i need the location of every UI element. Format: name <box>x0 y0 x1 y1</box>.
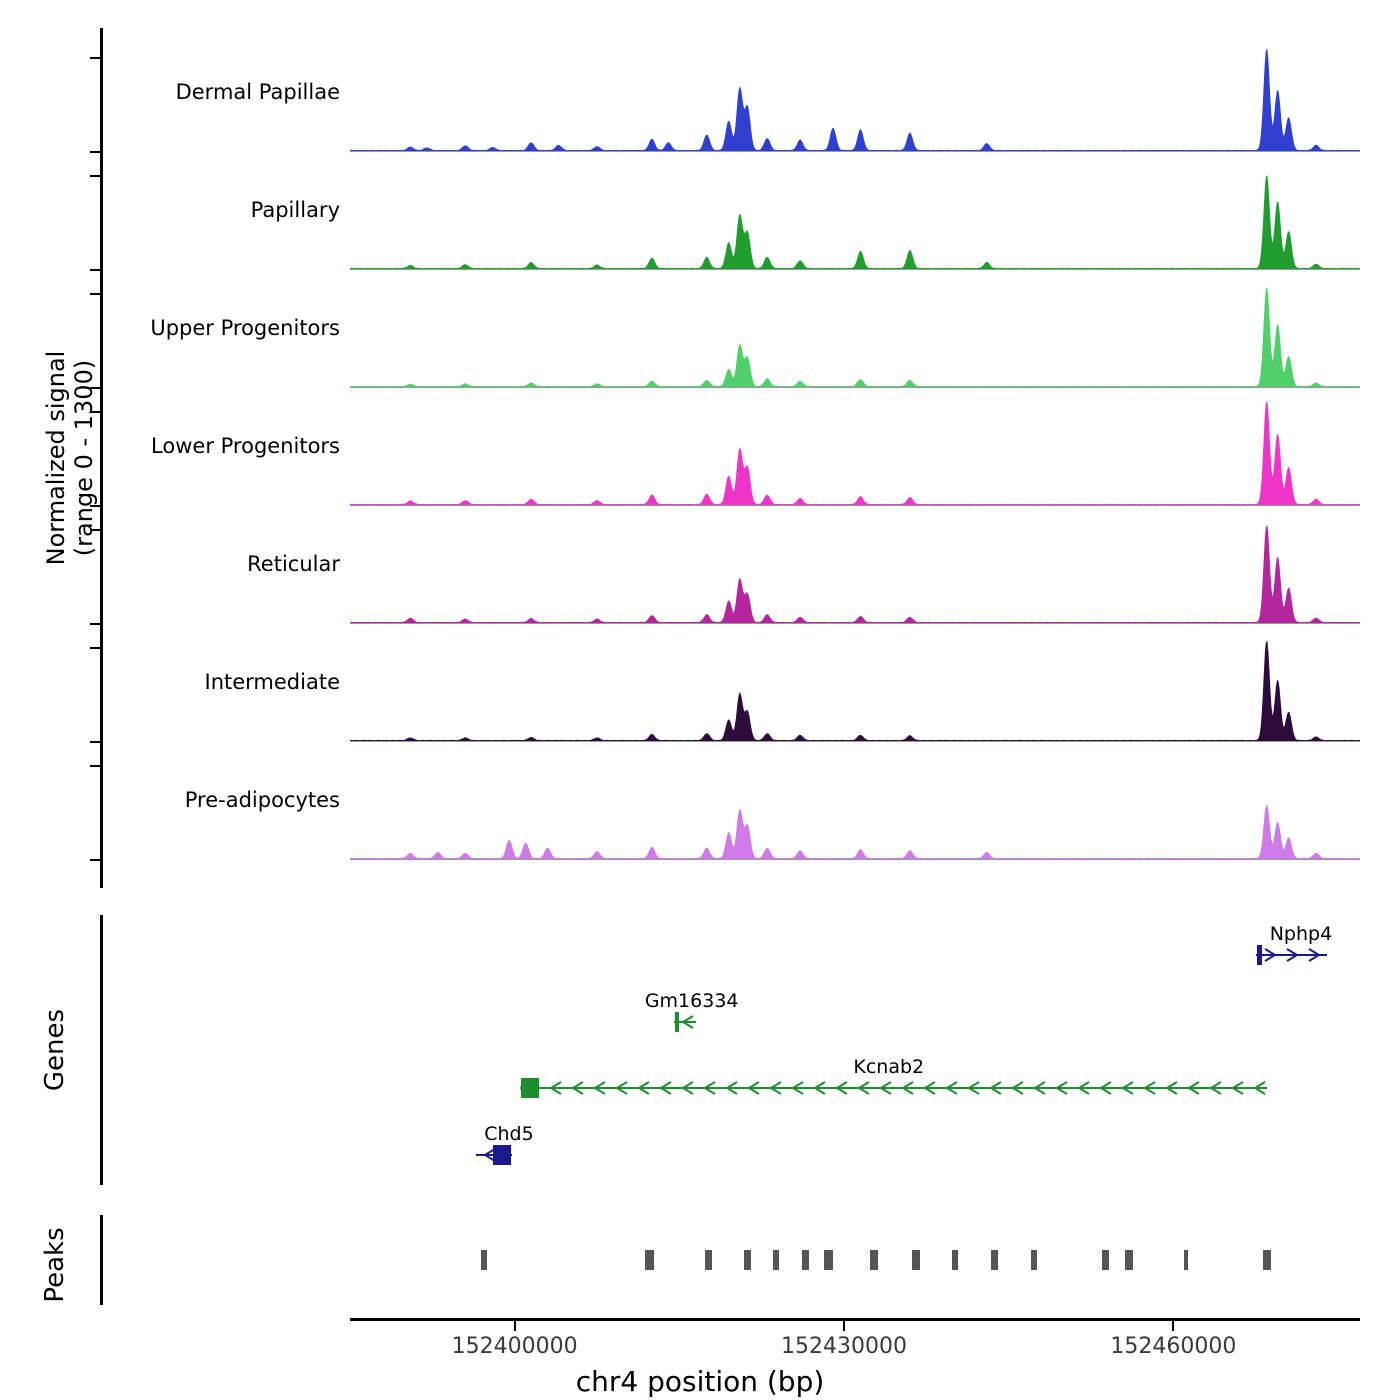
track-baseline <box>350 741 1360 742</box>
axis-tick <box>90 741 102 743</box>
signal-axis-line <box>100 28 103 888</box>
peak-marker <box>744 1250 751 1270</box>
peak-marker <box>991 1250 998 1270</box>
peak-marker <box>1184 1250 1188 1270</box>
genes-axis-line <box>100 915 103 1185</box>
signal-track <box>350 629 1360 741</box>
peak-marker <box>645 1250 654 1270</box>
x-axis-tick-label: 152400000 <box>451 1334 578 1359</box>
x-axis-tick-label: 152460000 <box>1110 1334 1237 1359</box>
peaks-section-label: Peaks <box>40 1227 70 1303</box>
signal-track <box>350 157 1360 269</box>
strand-arrows <box>674 1012 696 1034</box>
peaks-axis-line <box>100 1215 103 1305</box>
peak-marker <box>870 1250 878 1270</box>
peak-marker <box>1031 1250 1038 1270</box>
peak-marker <box>824 1250 833 1270</box>
axis-tick <box>90 151 102 153</box>
track-baseline <box>350 505 1360 506</box>
gene-label: Gm16334 <box>644 990 739 1012</box>
track-baseline <box>350 387 1360 388</box>
x-axis-line <box>350 1318 1360 1321</box>
gene-nphp4 <box>1256 923 1333 967</box>
y-axis-label-line2: (range 0 - 1300) <box>70 359 98 557</box>
x-axis-tick <box>843 1321 845 1331</box>
signal-track <box>350 393 1360 505</box>
axis-tick <box>90 175 102 177</box>
gene-chd5 <box>476 1123 534 1167</box>
axis-tick <box>90 765 102 767</box>
track-baseline <box>350 269 1360 270</box>
track-label-upper-progenitors: Upper Progenitors <box>150 316 340 340</box>
track-label-pre-adipocytes: Pre-adipocytes <box>184 788 340 812</box>
axis-tick <box>90 859 102 861</box>
peak-marker <box>481 1250 488 1270</box>
peak-marker <box>1125 1250 1133 1270</box>
x-axis-tick-label: 152430000 <box>781 1334 907 1359</box>
peak-marker <box>705 1250 713 1270</box>
x-axis-tick <box>514 1321 516 1331</box>
axis-tick <box>90 57 102 59</box>
peak-marker <box>802 1250 809 1270</box>
track-label-lower-progenitors: Lower Progenitors <box>151 434 340 458</box>
track-label-papillary: Papillary <box>250 198 340 222</box>
signal-track <box>350 511 1360 623</box>
x-axis-tick <box>1172 1321 1174 1331</box>
track-label-dermal-papillae: Dermal Papillae <box>175 80 340 104</box>
peak-marker <box>1263 1250 1271 1270</box>
gene-label: Kcnab2 <box>853 1056 925 1078</box>
strand-arrows <box>520 1078 1267 1100</box>
peak-marker <box>773 1250 780 1270</box>
signal-track <box>350 275 1360 387</box>
gene-label: Nphp4 <box>1269 923 1333 945</box>
track-baseline <box>350 859 1360 860</box>
strand-arrows <box>476 1145 512 1167</box>
track-baseline <box>350 151 1360 152</box>
y-axis-label-line1: Normalized signal <box>42 350 70 566</box>
peak-marker <box>912 1250 920 1270</box>
peak-marker <box>952 1250 959 1270</box>
track-label-reticular: Reticular <box>247 552 340 576</box>
gene-label: Chd5 <box>484 1123 534 1145</box>
gene-kcnab2 <box>520 1056 1267 1100</box>
y-axis-label <box>42 258 98 658</box>
peak-marker <box>1102 1250 1109 1270</box>
x-axis-title: chr4 position (bp) <box>575 1365 825 1398</box>
track-label-intermediate: Intermediate <box>204 670 340 694</box>
signal-track <box>350 747 1360 859</box>
signal-track <box>350 39 1360 151</box>
gene-gm16334 <box>644 990 739 1034</box>
strand-arrows <box>1256 945 1327 967</box>
track-baseline <box>350 623 1360 624</box>
genes-section-label: Genes <box>40 1008 70 1092</box>
